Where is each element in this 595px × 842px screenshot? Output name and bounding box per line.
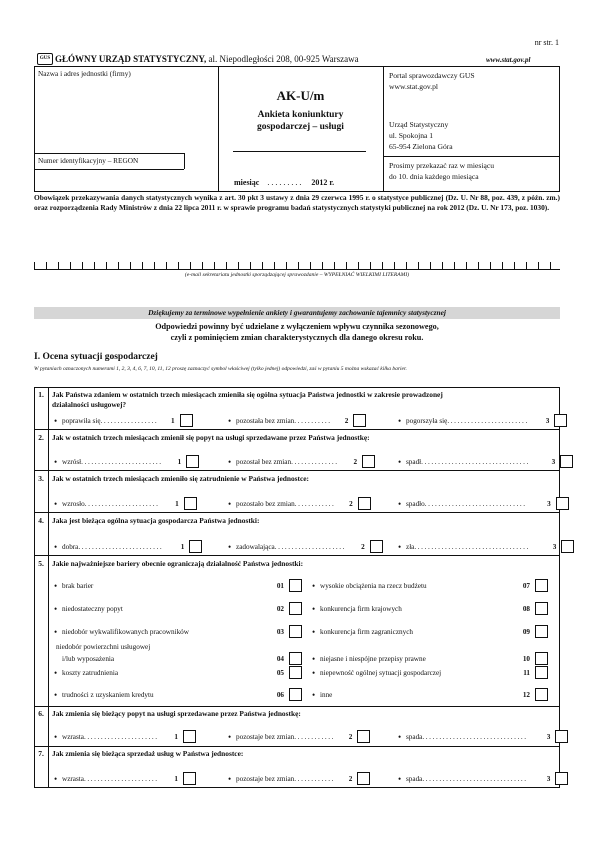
option-code: 3: [551, 457, 556, 466]
question-7: [34, 746, 560, 788]
question-text: Jak w ostatnich trzech miesiącach zmienił się popyt na usługi sprzedawane przez Państwa jednostkę:: [52, 433, 370, 442]
option-label: dobra: [62, 542, 79, 551]
submit-line1: Prosimy przekazać raz w miesiącu: [389, 161, 494, 170]
question-number: 5.: [38, 559, 44, 568]
gus-logo: [37, 53, 53, 65]
checkbox[interactable]: [353, 414, 366, 427]
option: • zła .................................. 3: [398, 540, 574, 553]
office-address: al. Niepodległości 208, 00-925 Warszawa: [208, 54, 359, 64]
option-label: niejasne i niespójne przepisy prawne: [320, 654, 426, 663]
barrier-option: • niejasne i niespójne przepisy prawne 10: [312, 652, 548, 665]
option-code: 3: [547, 499, 551, 508]
option: • wzrósł ........................ 1: [54, 455, 199, 468]
option: • spadło .............................. 3: [398, 497, 569, 510]
option-code: 2: [348, 774, 353, 783]
barrier-option: • niedostateczny popyt 02: [54, 602, 302, 615]
checkbox[interactable]: [362, 455, 375, 468]
option-code: 03: [276, 627, 284, 636]
option-code: 1: [175, 499, 179, 508]
option: • pozostaje bez zmian ............ 2: [228, 730, 370, 743]
option-code: 10: [522, 654, 530, 663]
option-label: pozostało bez zmian: [236, 499, 295, 508]
checkbox[interactable]: [289, 652, 302, 665]
option-label: brak barier: [62, 581, 94, 590]
option-code: 3: [552, 542, 557, 551]
option: • poprawiła się ................. 1: [54, 414, 193, 427]
option-label: spada: [406, 774, 423, 783]
office-line: [55, 54, 359, 64]
barrier-option: • inne 12: [312, 688, 548, 701]
option-code: 02: [276, 604, 284, 613]
question-text-cont: działalności usługowej?: [52, 400, 127, 409]
portal-line1: Portal sprawozdawczy GUS: [389, 71, 475, 80]
option-code: 12: [522, 690, 530, 699]
checkbox[interactable]: [183, 772, 196, 785]
option-label: trudności z uzyskaniem kredytu: [62, 690, 154, 699]
office2-line2: ul. Spokojna 1: [389, 131, 434, 140]
option-label: inne: [320, 690, 333, 699]
option-label: koszty zatrudnienia: [62, 668, 119, 677]
option: • pozostał bez zmian .............. 2: [228, 455, 375, 468]
year-label: 2012 r.: [311, 178, 335, 187]
option-code: 2: [361, 542, 365, 551]
question-text: Jaka jest bieżąca ogólna sytuacja gospodarcza Państwa jednostki:: [52, 516, 260, 525]
option-code: 06: [276, 690, 284, 699]
checkbox[interactable]: [189, 540, 202, 553]
option: • zadowalająca ..................... 2: [228, 540, 383, 553]
form-code: AK-U/m: [276, 88, 325, 103]
email-field[interactable]: [34, 256, 560, 270]
checkbox[interactable]: [289, 666, 302, 679]
checkbox[interactable]: [183, 730, 196, 743]
portal-info: [389, 70, 475, 92]
option: • wzrasta ...................... 1: [54, 772, 196, 785]
question-number: 2.: [38, 433, 44, 442]
section-instructions: W pytaniach oznaczonych numerami 1, 2, 3, 4, 6, 7, 10, 11, 12 proszę zaznaczyć symbol właściwej (tylko jednej) odpowiedzi, zaś w pytaniu 5 można wskazać kilka barier.: [34, 366, 407, 372]
checkbox[interactable]: [554, 414, 567, 427]
option-label: konkurencja firm krajowych: [320, 604, 402, 613]
question-2: [34, 429, 560, 470]
checkbox[interactable]: [370, 540, 383, 553]
option-code: 09: [522, 627, 530, 636]
option-code: 3: [545, 416, 550, 425]
question-number: 4.: [38, 516, 44, 525]
option-label: pozostaje bez zmian: [236, 774, 295, 783]
option-code: 2: [348, 732, 353, 741]
option: • spada ............................... 3: [398, 730, 568, 743]
question-text: Jak zmienia się bieżący popyt na usługi sprzedawane przez Państwa jednostkę:: [52, 709, 301, 718]
barrier-option: • niedobór wykwalifikowanych pracowników 03: [54, 625, 302, 638]
option: • pogorszyła się ........................ 3: [398, 414, 567, 427]
month-field[interactable]: . . . . . . . . .: [267, 178, 302, 187]
question-text: Jak w ostatnich trzech miesiącach zmieniło się zatrudnienie w Państwa jednostce:: [52, 474, 309, 483]
month-label: miesiąc: [234, 178, 260, 187]
option-code: 1: [174, 732, 178, 741]
question-text: Jak Państwa zdaniem w ostatnich trzech miesiącach zmieniła się ogólna sytuacja Państwa jednostki w zakresie prowadzonej: [52, 390, 443, 399]
thanks-banner: Dziękujemy za terminowe wypełnienie ankiety i gwarantujemy zachowanie tajemnicy statystycznej: [34, 307, 560, 319]
option-label: zła: [406, 542, 415, 551]
option-code: 1: [174, 774, 178, 783]
checkbox[interactable]: [561, 540, 574, 553]
option-label: pozostał bez zmian: [236, 457, 292, 466]
option-label: wysokie obciążenia na rzecz budżetu: [320, 581, 427, 590]
question-number: 3.: [38, 474, 44, 483]
checkbox[interactable]: [289, 602, 302, 615]
option-code: 3: [546, 732, 551, 741]
checkbox[interactable]: [556, 497, 569, 510]
option-label: wzrasta: [62, 774, 84, 783]
option: • wzrasta ...................... 1: [54, 730, 196, 743]
question-1: [34, 387, 560, 429]
checkbox[interactable]: [560, 455, 573, 468]
checkbox[interactable]: [289, 579, 302, 592]
email-caption: (e-mail sekretariatu jednostki sporządzającej sprawozdanie – WYPEŁNIAĆ WIELKIMI LITERAMI): [184, 272, 410, 278]
option-code: 3: [546, 774, 551, 783]
option: • pozostało bez zmian ............ 2: [228, 497, 371, 510]
option-label: niedostateczny popyt: [62, 604, 123, 613]
option-code: 1: [170, 416, 175, 425]
option-label: spada: [406, 732, 423, 741]
option: • wzrosło ...................... 1: [54, 497, 197, 510]
office-name: GŁÓWNY URZĄD STATYSTYCZNY,: [55, 54, 207, 64]
form-title-line2: gospodarczej – usługi: [257, 122, 344, 132]
checkbox[interactable]: [535, 625, 548, 638]
checkbox[interactable]: [535, 602, 548, 615]
note-line1: Odpowiedzi powinny być udzielane z wyłączeniem wpływu czynnika sezonowego,: [155, 322, 439, 331]
portal-line2[interactable]: www.stat.gov.pl: [389, 82, 439, 91]
form-title-line1: Ankieta koniunktury: [257, 110, 344, 120]
option-code: 1: [180, 542, 185, 551]
barrier-option: • niepewność ogólnej sytuacji gospodarczej 11: [312, 666, 548, 679]
checkbox[interactable]: [289, 688, 302, 701]
option-label: pogorszyła się: [406, 416, 448, 425]
option-code: 11: [523, 668, 530, 677]
checkbox[interactable]: [535, 652, 548, 665]
page-number: nr str. 1: [534, 38, 559, 47]
option-label: wzrosło: [62, 499, 85, 508]
logo-text: GUS: [39, 56, 51, 61]
option-label: pozostaje bez zmian: [236, 732, 295, 741]
checkbox[interactable]: [180, 414, 193, 427]
option: • pozostaje bez zmian ............ 2: [228, 772, 370, 785]
checkbox[interactable]: [357, 730, 370, 743]
option: • pozostała bez zmian ........... 2: [228, 414, 366, 427]
legal-text: Obowiązek przekazywania danych statystycznych wynika z art. 30 pkt 3 ustawy z dnia 29 czerwca 1995 r. o statystyce publicznej (Dz. U. Nr 88, poz. 439, z późn. zm.) oraz rozporządzenia Rady Ministrów z dnia 22 lipca 2011 r. w sprawie programu badań statystycznych statystyki publicznej na rok 2012 (Dz. U. Nr 173, poz. 1030).: [34, 193, 560, 212]
option: • spada ............................... 3: [398, 772, 568, 785]
question-5: [34, 555, 560, 706]
option-label: wzrasta: [62, 732, 84, 741]
office2-line3: 65-954 Zielona Góra: [389, 142, 453, 151]
submit-line2: do 10. dnia każdego miesiąca: [389, 172, 479, 181]
checkbox[interactable]: [535, 579, 548, 592]
question-number: 6.: [38, 709, 44, 718]
checkbox[interactable]: [535, 666, 548, 679]
checkbox[interactable]: [186, 455, 199, 468]
option-code: 05: [276, 668, 284, 677]
question-3: [34, 470, 560, 512]
barrier-option: • trudności z uzyskaniem kredytu 06: [54, 688, 302, 701]
section-title: I. Ocena sytuacji gospodarczej: [34, 352, 158, 362]
option-code: 04: [276, 654, 284, 663]
name-address-field[interactable]: [36, 80, 216, 150]
option-label-line1: niedobór powierzchni usługowej: [56, 643, 151, 651]
question-number: 1.: [38, 390, 44, 399]
question-text: Jak zmienia się bieżąca sprzedaż usług w Państwa jednostce:: [52, 749, 244, 758]
option-code: 2: [344, 416, 349, 425]
checkbox[interactable]: [358, 497, 371, 510]
question-number: 7.: [38, 749, 44, 758]
barrier-option: [54, 652, 302, 665]
regon-label: Numer identyfikacyjny – REGON: [38, 156, 139, 165]
option-code: 2: [353, 457, 358, 466]
month-row: [234, 178, 334, 187]
option-label: konkurencja firm zagranicznych: [320, 627, 413, 636]
barrier-option: • brak barier 01: [54, 579, 302, 592]
option-label: i/lub wyposażenia: [62, 654, 115, 663]
barrier-option: • konkurencja firm zagranicznych 09: [312, 625, 548, 638]
option: • spadł ................................ 3: [398, 455, 573, 468]
option-code: 2: [349, 499, 353, 508]
barrier-option: • konkurencja firm krajowych 08: [312, 602, 548, 615]
option-code: 1: [177, 457, 182, 466]
option: • dobra ......................... 1: [54, 540, 202, 553]
office2-info: [389, 119, 453, 152]
note-line2: czyli z pominięciem zmian charakterystycznych dla danego okresu roku.: [170, 333, 424, 342]
checkbox[interactable]: [184, 497, 197, 510]
option-code: 01: [276, 581, 284, 590]
question-4: [34, 512, 560, 555]
option-label: niepewność ogólnej sytuacji gospodarczej: [320, 668, 442, 677]
option-label: spadło: [406, 499, 425, 508]
option-code: 07: [522, 581, 530, 590]
question-6: [34, 706, 560, 746]
barrier-option: • koszty zatrudnienia 05: [54, 666, 302, 679]
office2-line1: Urząd Statystyczny: [389, 120, 449, 129]
option-label: niedobór wykwalifikowanych pracowników: [62, 627, 189, 636]
option-label: pozostała bez zmian: [236, 416, 295, 425]
option-code: 08: [522, 604, 530, 613]
option-label: poprawiła się: [62, 416, 101, 425]
checkbox[interactable]: [555, 772, 568, 785]
checkbox[interactable]: [555, 730, 568, 743]
option-label: zadowalająca: [236, 542, 275, 551]
option-label: spadł: [406, 457, 422, 466]
checkbox[interactable]: [289, 625, 302, 638]
checkbox[interactable]: [357, 772, 370, 785]
website: www.stat.gov.pl: [486, 56, 531, 64]
option-label: wzrósł: [62, 457, 82, 466]
name-address-label: Nazwa i adres jednostki (firmy): [38, 69, 131, 78]
checkbox[interactable]: [535, 688, 548, 701]
question-text: Jakie najważniejsze bariery obecnie ograniczają działalność Państwa jednostki:: [52, 559, 304, 568]
submit-info: [389, 160, 494, 182]
barrier-option: • wysokie obciążenia na rzecz budżetu 07: [312, 579, 548, 592]
